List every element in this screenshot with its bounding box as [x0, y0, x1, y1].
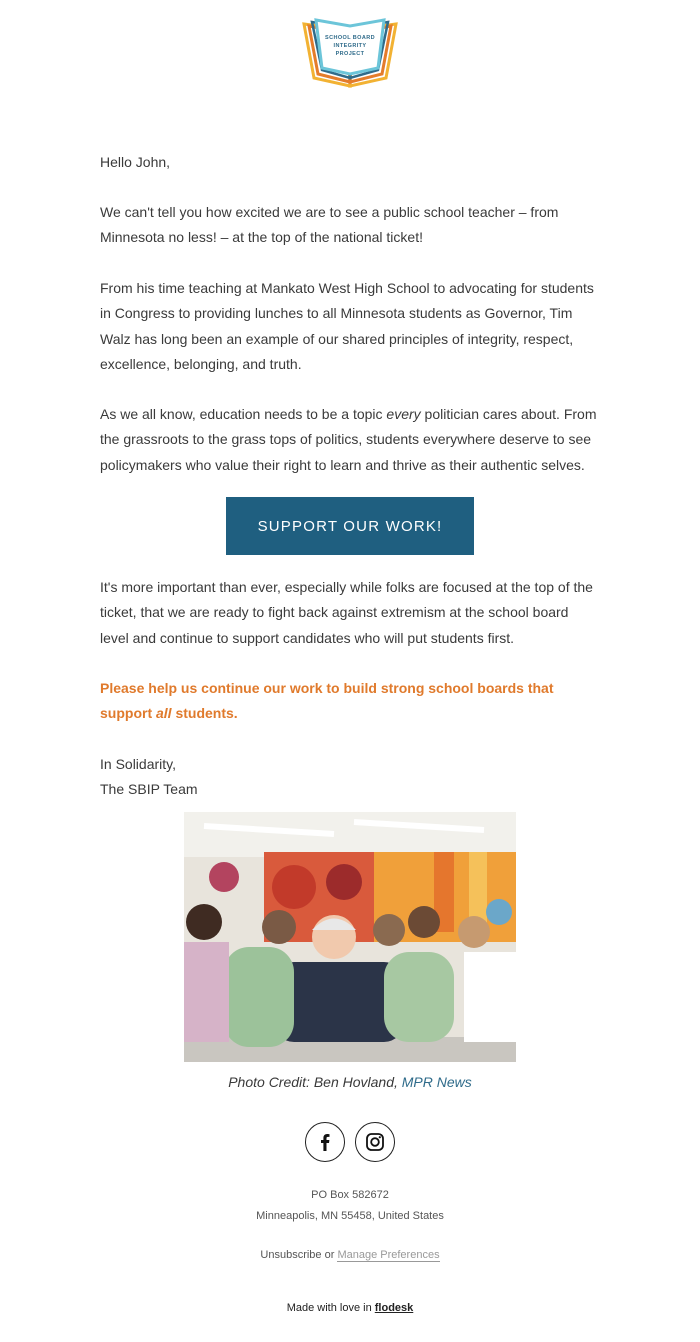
address-line-2: Minneapolis, MN 55458, United States [256, 1210, 444, 1222]
paragraph-3-emphasis: every [386, 406, 421, 422]
paragraph-1 [100, 200, 600, 251]
paragraph-4-text: It's more important than ever, especially while folks are focused at the top of the ticket, that we are ready to fight back against extremism at the school board level and continue to support candidates who will put students first. [100, 579, 593, 646]
paragraph-3-start: As we all know, education needs to be a topic [100, 406, 387, 422]
unsubscribe-separator: or [321, 1249, 338, 1261]
logo-line-3: PROJECT [335, 51, 365, 57]
support-our-work-button[interactable]: SUPPORT OUR WORK! [226, 497, 474, 555]
signature [100, 752, 600, 803]
made-with-text: Made with love in [286, 1302, 375, 1314]
paragraph-4 [100, 575, 600, 651]
instagram-button[interactable] [355, 1122, 395, 1162]
paragraph-2-text: From his time teaching at Mankato West High School to advocating for students in Congress to providing lunches to all Minnesota students as Governor, Tim Walz has long been an example of our shared principles of integrity, respect, excellence, belonging, and truth. [100, 280, 594, 372]
photo-illustration [184, 812, 516, 1062]
mpr-news-link[interactable]: MPR News [401, 1074, 472, 1090]
callout-end: students. [171, 705, 238, 722]
greeting-text: Hello John, [100, 154, 171, 170]
logo-line-2: INTEGRITY [333, 43, 367, 49]
caption-text: Photo Credit: Ben Hovland, [228, 1074, 402, 1090]
greeting [100, 150, 600, 175]
flodesk-link[interactable]: flodesk [374, 1302, 414, 1314]
instagram-icon [365, 1132, 385, 1152]
manage-preferences-link[interactable]: Manage Preferences [337, 1249, 440, 1261]
unsubscribe-row [0, 1249, 700, 1261]
address-line-1: PO Box 582672 [311, 1189, 389, 1201]
governor-with-students-photo [184, 812, 516, 1062]
callout-paragraph [100, 676, 600, 727]
signature-line-1: In Solidarity, [100, 756, 176, 772]
made-with-love [0, 1302, 700, 1314]
callout-emphasis: all [156, 705, 172, 722]
photo-caption [0, 1074, 700, 1090]
paragraph-1-text: We can't tell you how excited we are to see a public school teacher – from Minnesota no less! – at the top of the national ticket! [100, 204, 559, 246]
signature-line-2: The SBIP Team [100, 781, 198, 798]
paragraph-2 [100, 276, 600, 377]
paragraph-3-end: politician cares about. From the grassroots to the grass tops of politics, students everywhere deserve to see policymakers who value their right to learn and thrive as their authentic selves. [100, 406, 597, 473]
paragraph-3 [100, 402, 600, 478]
facebook-icon [315, 1132, 335, 1152]
facebook-button[interactable] [305, 1122, 345, 1162]
unsubscribe-link[interactable]: Unsubscribe [260, 1249, 322, 1261]
logo-wordmark [300, 34, 400, 58]
callout-start: Please help us continue our work to build strong school boards that support [100, 680, 554, 722]
sbip-logo[interactable] [300, 16, 400, 88]
logo-line-1: SCHOOL BOARD [325, 35, 375, 41]
